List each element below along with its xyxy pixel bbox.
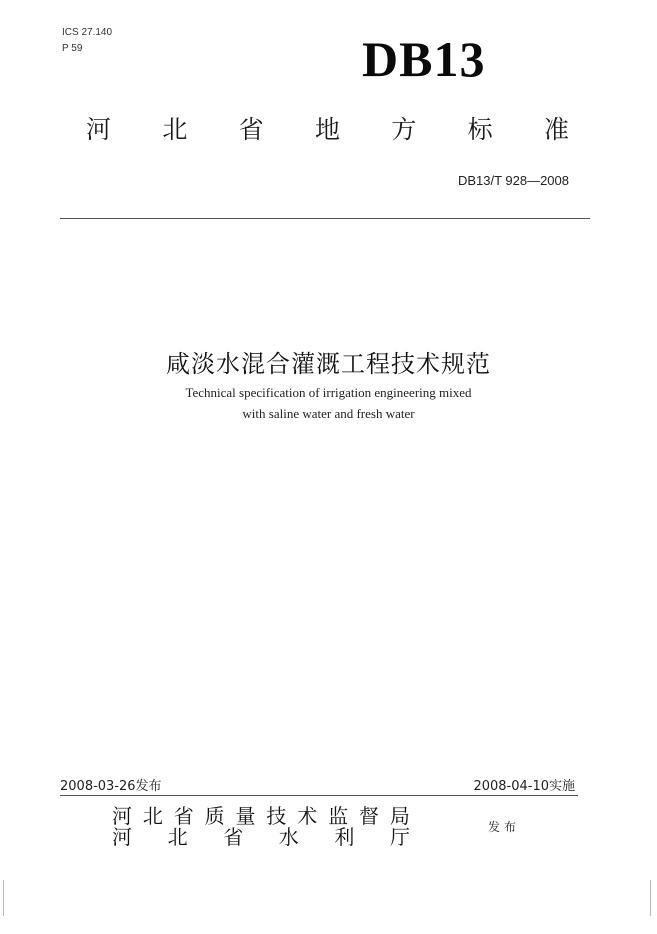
- ccs-code: P 59: [62, 43, 83, 54]
- issuer-char: 技: [266, 804, 287, 828]
- scan-edge-mark-right: [650, 880, 651, 916]
- title-english-line1: Technical specification of irrigation engineering mixed: [185, 385, 472, 400]
- standard-type-char: 河: [86, 115, 112, 144]
- issuer-char: 质: [204, 804, 225, 828]
- ics-code: ICS 27.140: [62, 27, 113, 38]
- title-english-line2: with saline water and fresh water: [242, 406, 415, 421]
- publish-label: 发布: [488, 820, 521, 834]
- issuer-char: 监: [328, 804, 349, 828]
- standard-type-char: 地: [314, 115, 340, 144]
- issuer-char: 术: [297, 804, 318, 828]
- issuer-char: 督: [359, 804, 379, 828]
- footer-divider: [60, 795, 578, 796]
- issuer-char: 省: [223, 825, 244, 849]
- scan-edge-mark-left: [3, 880, 4, 916]
- issuer-char: 省: [173, 804, 194, 828]
- issue-date: 2008-03-26发布: [60, 779, 162, 794]
- standard-type-char: 方: [391, 115, 417, 144]
- issuer-char: 量: [235, 804, 256, 828]
- issuer-char: 局: [389, 804, 410, 828]
- standard-type-char: 北: [162, 115, 188, 144]
- issuer-char: 河: [112, 825, 132, 849]
- issuer-line-1: [112, 805, 410, 827]
- title-chinese: 咸淡水混合灌溉工程技术规范: [166, 350, 491, 378]
- issuer-char: 水: [278, 825, 299, 849]
- standard-type-char: 标: [467, 115, 493, 144]
- standard-type-char: 省: [238, 115, 264, 144]
- issuer-char: 河: [112, 804, 132, 828]
- implement-date: 2008-04-10实施: [473, 779, 575, 794]
- issuer-char: 北: [142, 804, 163, 828]
- standard-code: DB13/T 928—2008: [457, 173, 569, 188]
- standard-type-heading: [86, 110, 569, 146]
- issuer-char: 利: [334, 825, 355, 849]
- standard-type-char: 准: [543, 115, 569, 144]
- header-divider: [60, 218, 590, 219]
- issuer-char: 北: [167, 825, 188, 849]
- issuer-line-2: [112, 826, 410, 848]
- db13-logo: DB13: [362, 31, 486, 87]
- issuer-char: 厅: [389, 825, 410, 849]
